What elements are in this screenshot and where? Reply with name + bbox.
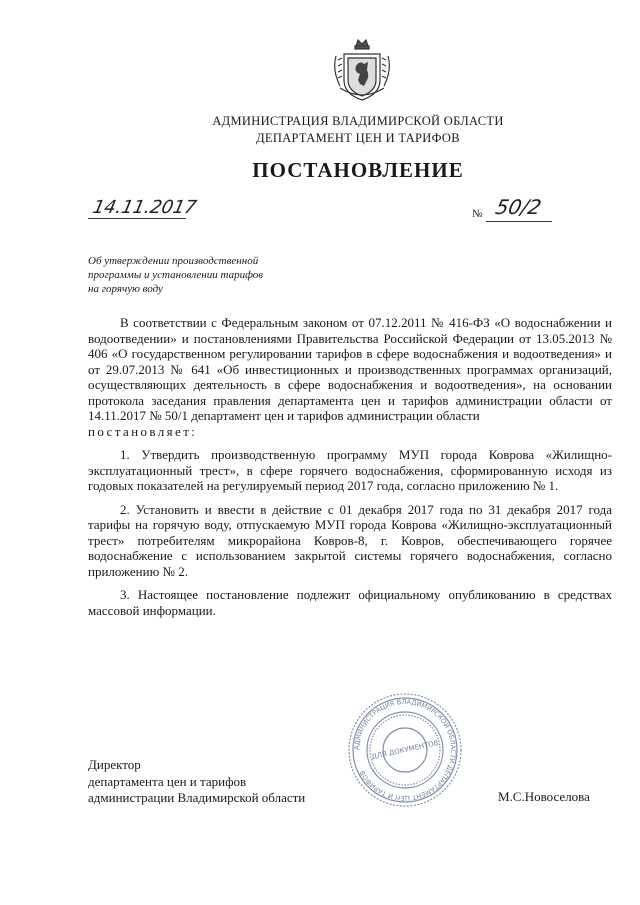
number-underline: [486, 221, 552, 222]
number-label: №: [472, 208, 483, 220]
department-name: ДЕПАРТАМЕНТ ЦЕН И ТАРИФОВ: [256, 131, 460, 145]
decree-item-3: 3. Настоящее постановление подлежит официальному опубликованию в средствах массовой информации.: [88, 587, 612, 618]
signatory-line: Директор: [88, 757, 141, 772]
document-date: 14.11.2017: [90, 197, 199, 218]
subject-line: на горячую воду: [88, 283, 163, 295]
stamp-center-text: ДЛЯ ДОКУМЕНТОВ: [370, 738, 440, 762]
document-subject: [88, 254, 263, 296]
document-title: ПОСТАНОВЛЕНИЕ: [252, 158, 464, 182]
subject-line: Об утверждении производственной: [88, 255, 259, 267]
organization-name: АДМИНИСТРАЦИЯ ВЛАДИМИРСКОЙ ОБЛАСТИ: [212, 114, 504, 128]
preamble-paragraph: В соответствии с Федеральным законом от 07.12.2011 № 416-ФЗ «О водоснабжении и водоотведении» и постановлениями Правительства Российской Федерации от 13.05.2013 № 406 «О государственном регулировании тарифов в сфере водоснабжения и водоотведения» и от 29.07.2013 № 641 «Об инвестиционных и производственных программах организаций, осуществляющих деятельность в сфере водоснабжения и водоотведения», на основании протокола заседания правления департамента цен и тарифов администрации области от 14.11.2017 № 50/1 департамент цен и тарифов администрации области: [88, 315, 612, 423]
decree-word: постановляет:: [88, 423, 198, 439]
document-body: [88, 315, 612, 618]
date-underline: [88, 218, 186, 219]
signatory-name: М.С.Новоселова: [498, 789, 590, 804]
official-stamp: [345, 690, 465, 810]
coat-of-arms-icon: [330, 36, 394, 104]
signatory-position: [88, 757, 305, 807]
subject-line: программы и установлении тарифов: [88, 269, 264, 281]
signatory-line: администрации Владимирской области: [88, 790, 306, 805]
stamp-ring-text: АДМИНИСТРАЦИЯ ВЛАДИМИРСКОЙ ОБЛАСТИ ДЕПАРТАМЕНТ ЦЕН И ТАРИФОВ: [352, 697, 458, 803]
decree-item-2: 2. Установить и ввести в действие с 01 декабря 2017 года по 31 декабря 2017 года тарифы на горячую воду, отпускаемую МУП города Коврова «Жилищно-эксплуатационный трест» потребителям микрорайона Ковров-8, г. Ковров, обеспечивающего горячее водоснабжение с использованием закрытой системы горячего водоснабжения, согласно приложению № 2.: [88, 501, 612, 579]
decree-item-1: 1. Утвердить производственную программу МУП города Коврова «Жилищно-эксплуатационный трест», в сфере горячего водоснабжения, сформированную исходя из годовых показателей на регулируемый период 2017 года, согласно приложению № 1.: [88, 447, 612, 493]
document-number: 50/2: [493, 195, 544, 219]
signatory-line: департамента цен и тарифов: [88, 773, 247, 789]
